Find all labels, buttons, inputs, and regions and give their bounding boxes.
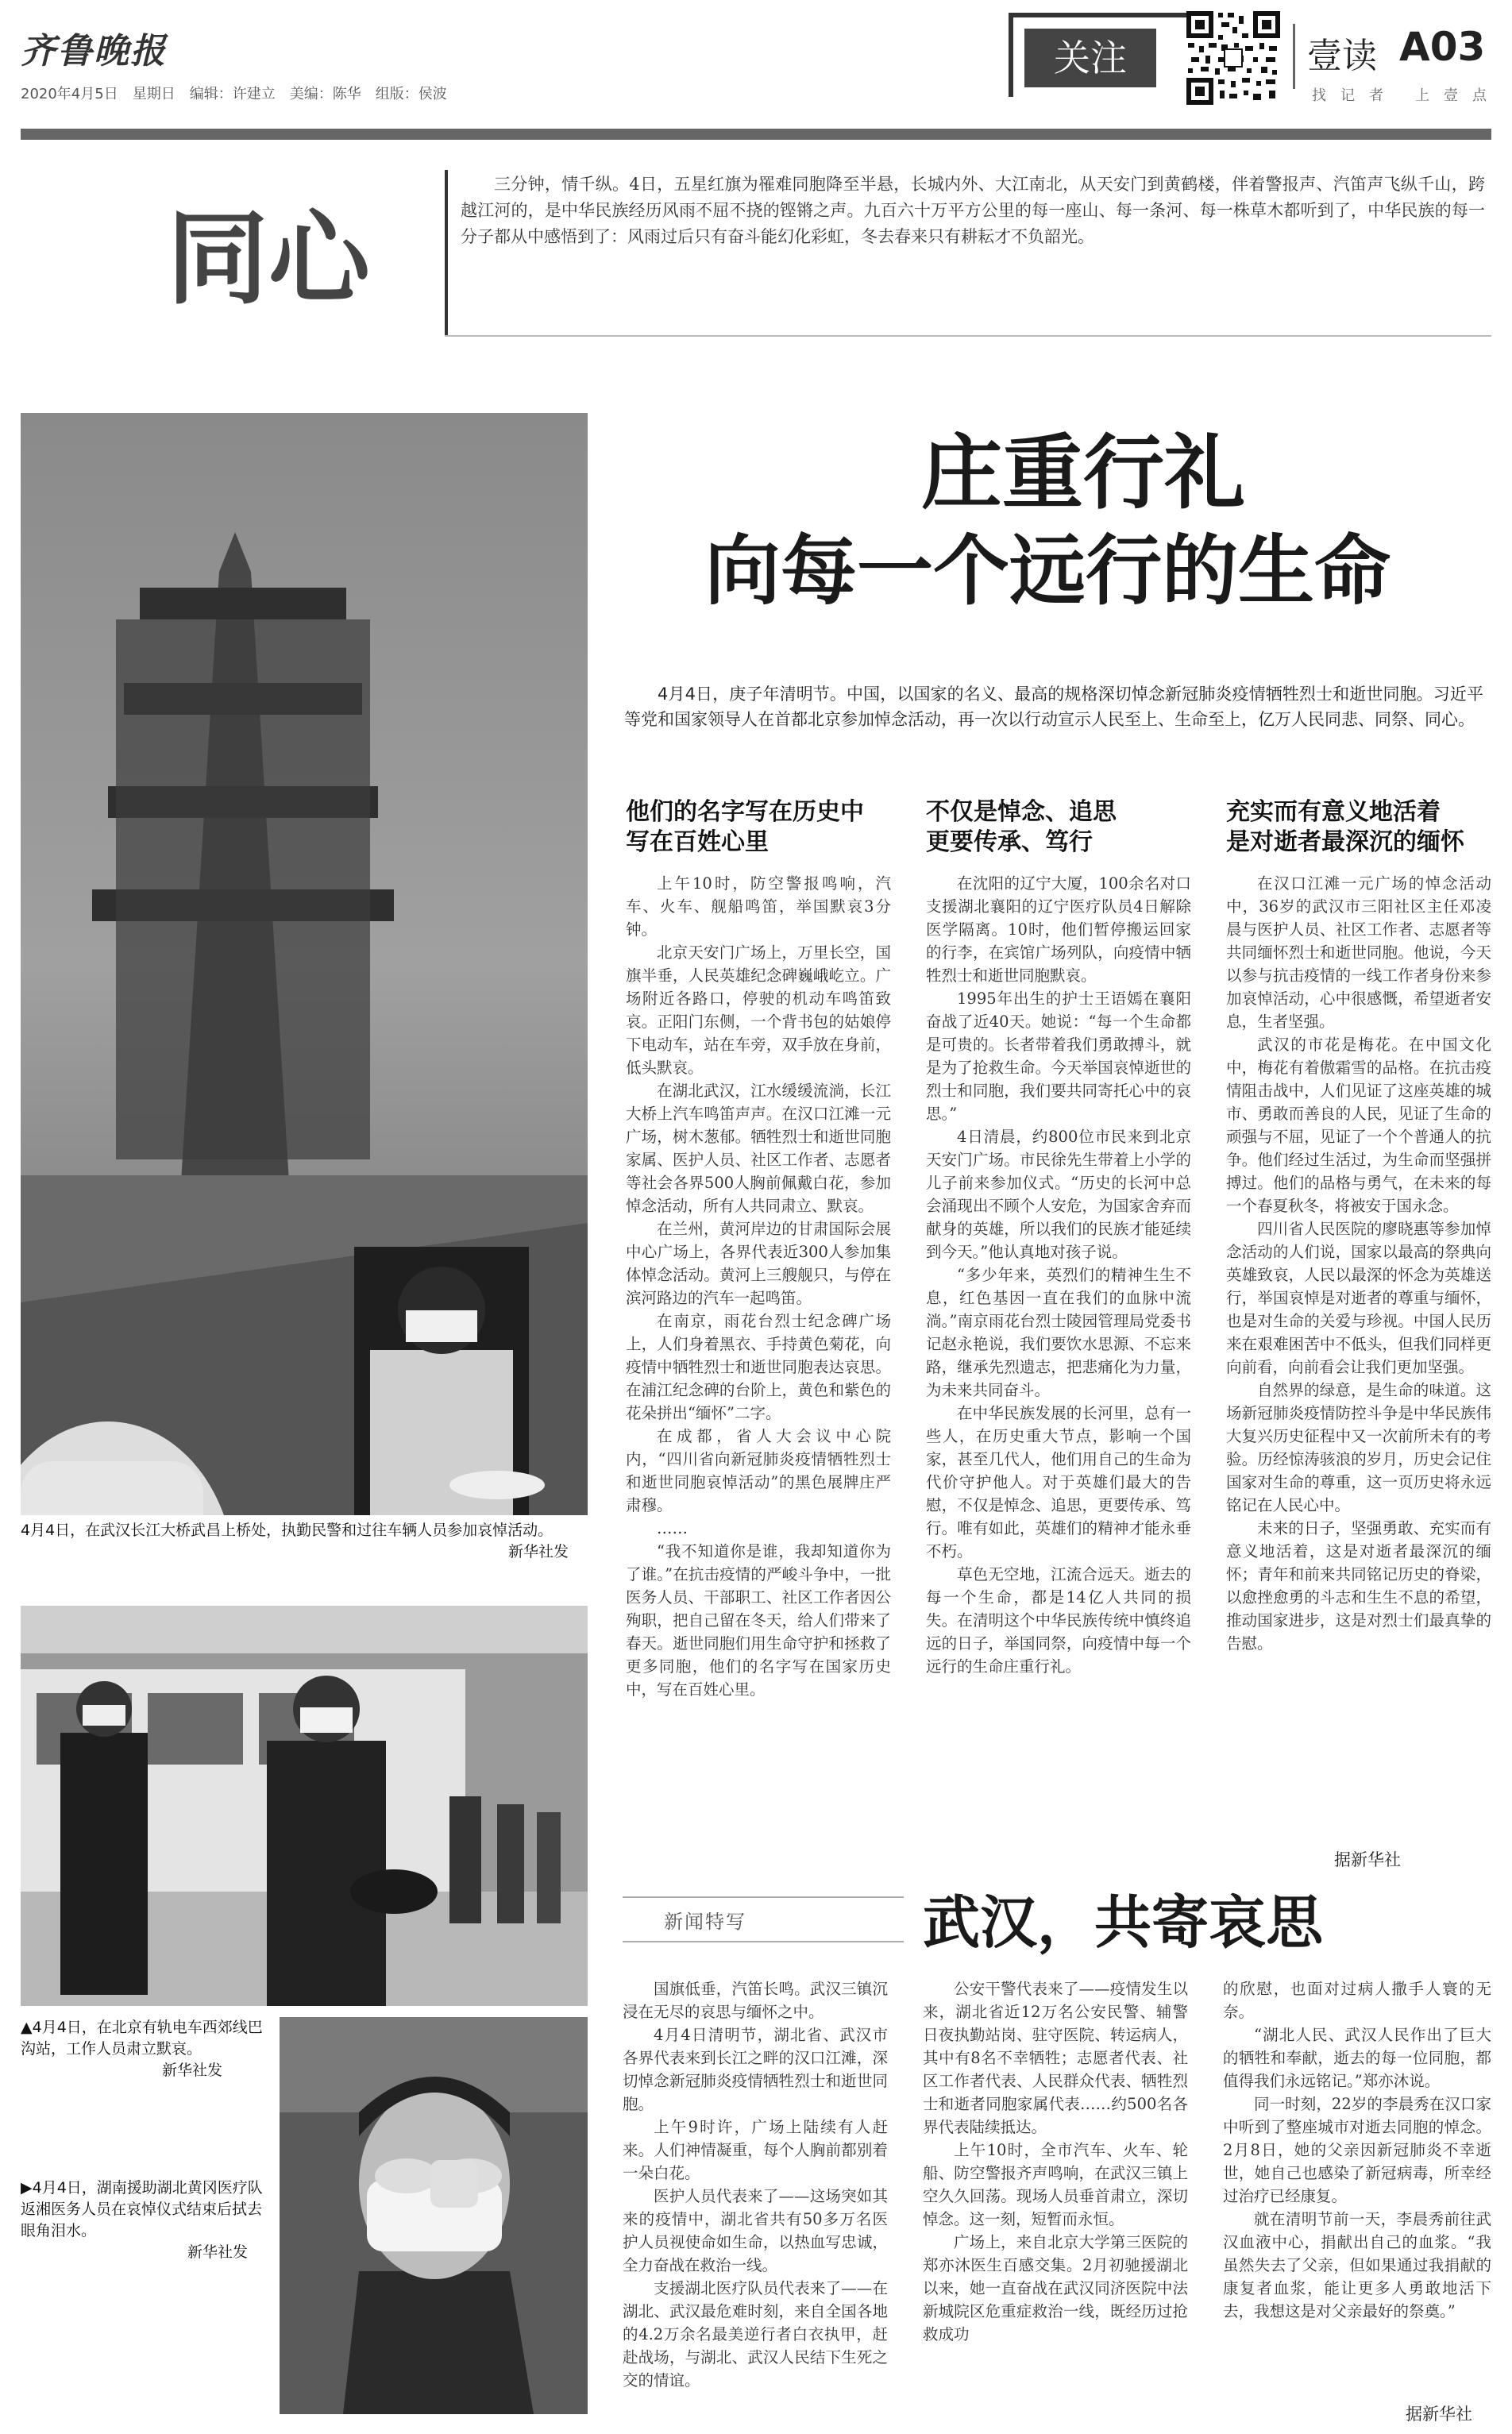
paragraph: 的欣慰，也面对过病人撒手人寰的无奈。 bbox=[1223, 1980, 1491, 2021]
feature-headline: 武汉，共寄哀思 bbox=[923, 1889, 1324, 1956]
col1-subheading bbox=[626, 797, 899, 858]
paragraph: 在沈阳的辽宁大厦，100余名对口支援湖北襄阳的辽宁医疗队员4日解除医学隔离。10时，他们暂停搬运回家的行李，在宾馆广场列队，向疫情中牺牲烈士和逝世同胞默哀。 bbox=[926, 874, 1191, 985]
lead-paragraph: 4月4日，庚子年清明节。中国，以国家的名义、最高的规格深切悼念新冠肺炎疫情牺牲烈士和逝世同胞。习近平等党和国家领导人在首都北京参加悼念活动，再一次以行动宣示人民至上、生命至上，亿万人民同悲、同祭、同心。 bbox=[624, 685, 1483, 729]
banner-text: 三分钟，情千纵。4日，五星红旗为罹难同胞降至半悬，长城内外、大江南北，从天安门到黄鹤楼，伴着警报声、汽笛声飞纵千山，跨越江河的，是中华民族经历风雨不屈不挠的铿锵之声。九百六十万平方公里的每一座山、每一条河、每一株草木都听到了，中华民族的每一分子都从中感悟到了：风雨过后只有奋斗能幻化彩虹，冬去春来只有耕耘才不负韶光。 bbox=[461, 175, 1485, 246]
feature-col3 bbox=[1223, 1977, 1491, 2398]
paragraph: 4月4日清明节，湖北省、武汉市各界代表来到长江之畔的汉口江滩，深切悼念新冠肺炎疫情牺牲烈士和逝世同胞。 bbox=[623, 2026, 888, 2113]
qr-code-icon[interactable] bbox=[1186, 11, 1280, 105]
paragraph: 四川省人民医院的廖晓惠等参加悼念活动的人们说，国家以最高的祭典向英雄致哀，人民以最深的怀念为英雄送行，举国哀悼是对逝者的尊重与缅怀，也是对生命的关爱与珍视。中国人民历来在艰难困苦中不低头，但我们同样更向前看，向前看会让我们更加坚强。 bbox=[1226, 1220, 1491, 1376]
main-headline-line1: 庄重行礼 bbox=[921, 426, 1245, 521]
photo3-caption: ▶4月4日，湖南援助湖北黄冈医疗队返湘医务人员在哀悼仪式结束后拭去眼角泪水。 bbox=[21, 2179, 263, 2239]
paragraph: …… bbox=[657, 1519, 688, 1537]
col3-subheading-line1: 充实而有意义地活着 bbox=[1226, 798, 1441, 826]
col2-subheading bbox=[926, 797, 1199, 858]
col2-subheading-line1: 不仅是悼念、追思 bbox=[926, 798, 1117, 826]
paragraph: 在中华民族发展的长河里，总有一些人，在历史重大节点，影响一个国家，甚至几代人，他们用自己的生命为代价守护他人。对于英雄们最大的告慰，不仅是悼念、追思，更要传承、笃行。唯有如此，英雄们的精神才能永垂不朽。 bbox=[926, 1404, 1191, 1560]
page-number: A03 bbox=[1399, 24, 1486, 70]
main-col2 bbox=[926, 872, 1191, 1906]
paragraph: 在汉口江滩一元广场的悼念活动中，36岁的武汉市三阳社区主任邓凌晨与医护人员、社区工作者、志愿者等共同缅怀烈士和逝世同胞。他说，今天以参与抗击疫情的一线工作者身份来参加哀悼活动，心中很感慨，希望逝者安息，生者坚强。 bbox=[1226, 874, 1491, 1031]
paragraph: 上午9时许，广场上陆续有人赶来。人们神情凝重，每个人胸前都别着一朵白花。 bbox=[623, 2118, 888, 2182]
paragraph: 国旗低垂，汽笛长鸣。武汉三镇沉浸在无尽的哀思与缅怀之中。 bbox=[623, 1980, 888, 2021]
paragraph: 自然界的绿意，是生命的味道。这场新冠肺炎疫情防控斗争是中华民族伟大复兴历史征程中又一次前所未有的考验。历经惊涛骇浪的岁月，历史会记住国家对生命的尊重，这一页历史将永远铭记在人民心中。 bbox=[1226, 1381, 1491, 1514]
paragraph: “多少年来，英烈们的精神生生不息，红色基因一直在我们的血脉中流淌。”南京雨花台烈士陵园管理局党委书记赵永艳说，我们要饮水思源、不忘来路，继承先烈遗志，把悲痛化为力量，为未来共同奋斗。 bbox=[926, 1266, 1191, 1399]
col3-subheading-line2: 是对逝者最深沉的缅怀 bbox=[1226, 828, 1464, 856]
feature-col1 bbox=[623, 1977, 888, 2422]
banner-divider bbox=[445, 170, 448, 337]
paragraph: “我不知道你是谁，我却知道你为了谁。”在抗击疫情的严峻斗争中，一批医务人员、干部职工、社区工作者因公殉职，把自己留在冬天，给人们带来了春天。逝世同胞们用生命守护和拯救了更多同胞，他们的名字写在国家历史中，写在百姓心里。 bbox=[626, 1542, 891, 1699]
photo1-caption: 4月4日，在武汉长江大桥武昌上桥处，执勤民警和过往车辆人员参加哀悼活动。 bbox=[21, 1522, 554, 1539]
feature-tag-rule bbox=[623, 1941, 904, 1942]
main-col1 bbox=[626, 872, 891, 1906]
col2-subheading-line2: 更要传承、笃行 bbox=[926, 828, 1093, 856]
photo-traffic-police bbox=[21, 413, 588, 1515]
paragraph: 1995年出生的护士王语嫣在襄阳奋战了近40天。她说：“每一个生命都是可贵的。长者带着我们勇敢搏斗，就是为了抢救生命。今天举国哀悼逝世的烈士和同胞，我们要共同寄托心中的哀思。” bbox=[926, 989, 1191, 1123]
feature-tag: 新闻特写 bbox=[664, 1911, 746, 1933]
feature-top-rule bbox=[623, 1896, 904, 1898]
paragraph: “湖北人民、武汉人民作出了巨大的牺牲和奉献，逝去的每一位同胞，都值得我们永远铭记。”郑亦沐说。 bbox=[1223, 2026, 1491, 2090]
photo3-credit: 新华社发 bbox=[187, 2243, 249, 2261]
main-col3 bbox=[1226, 872, 1491, 1833]
paragraph: 就在清明节前一天，李晨秀前往武汉血液中心，捐献出自己的血浆。“我虽然失去了父亲，但如果通过我捐献的康复者血浆，能让更多人勇敢地活下去，我想这是对父亲最好的祭奠。” bbox=[1223, 2210, 1491, 2320]
follow-badge[interactable]: 关注 bbox=[1024, 29, 1156, 87]
section-name: 壹读 bbox=[1307, 36, 1377, 76]
photo1-credit: 新华社发 bbox=[508, 1543, 569, 1560]
paragraph: 在湖北武汉，江水缓缓流淌，长江大桥上汽车鸣笛声声。在汉口江滩一元广场，树木葱郁。牺牲烈士和逝世同胞家属、医护人员、社区工作者、志愿者等社会各界500人胸前佩戴白花，参加悼念活动，所有人共同肃立、默哀。 bbox=[626, 1082, 891, 1215]
masthead-divider bbox=[1293, 24, 1295, 89]
paragraph: 在成都，省人大会议中心院内，“四川省向新冠肺炎疫情牺牲烈士和逝世同胞哀悼活动”的黑色展牌庄严肃穆。 bbox=[626, 1427, 891, 1514]
paragraph: 上午10时，全市汽车、火车、轮船、防空警报齐声鸣响，在武汉三镇上空久久回荡。现场人员垂首肃立，深切悼念。这一刻，短暂而永恒。 bbox=[923, 2141, 1188, 2228]
banner-bottom-rule bbox=[445, 335, 1491, 337]
feature-col2 bbox=[923, 1977, 1188, 2422]
newspaper-logo: 齐鲁晚报 bbox=[21, 31, 167, 71]
paragraph: 北京天安门广场上，万里长空，国旗半垂，人民英雄纪念碑巍峨屹立。广场附近各路口，停驶的机动车鸣笛致哀。正阳门东侧，一个背书包的姑娘停下电动车，站在车旁，双手放在身前，低头默哀。 bbox=[626, 943, 891, 1077]
paragraph: 医护人员代表来了——这场突如其来的疫情中，湖北省共有50多万名医护人员视使命如生命，以热血写忠诚，全力奋战在救治一线。 bbox=[623, 2187, 888, 2274]
photo2-credit: 新华社发 bbox=[162, 2062, 223, 2079]
main-article-credit: 据新华社 bbox=[1334, 1850, 1401, 1869]
paragraph: 在南京，雨花台烈士纪念碑广场上，人们身着黑衣、手持黄色菊花，向疫情中牺牲烈士和逝世同胞表达哀思。在浦江纪念碑的台阶上，黄色和紫色的花朵拼出“缅怀”二字。 bbox=[626, 1312, 891, 1422]
paragraph: 草色无空地，江流合远天。逝去的每一个生命，都是14亿人共同的损失。在清明这个中华民族传统中慎终追远的日子，举国同祭，向疫情中每一个远行的生命庄重行礼。 bbox=[926, 1565, 1191, 1676]
paragraph: 武汉的市花是梅花。在中国文化中，梅花有着傲霜雪的品格。在抗击疫情阻击战中，人们见证了这座英雄的城市、勇敢而善良的人民，见证了生命的顽强与不屈，见证了一个个普通人的抗争。他们经过生活过，为生命而坚强拼搏过。他们的品格与勇气，在未来的每一个春夏秋冬，将被安于国永念。 bbox=[1226, 1036, 1491, 1215]
photo2-caption: ▲4月4日，在北京有轨电车西郊线巴沟站，工作人员肃立默哀。 bbox=[21, 2019, 263, 2058]
masthead bbox=[0, 0, 1512, 143]
paragraph: 广场上，来自北京大学第三医院的郑亦沐医生百感交集。2月初驰援湖北以来，她一直奋战在武汉同济医院中法新城院区危重症救治一线，既经历过抢救成功 bbox=[923, 2233, 1188, 2343]
paragraph: 支援湖北医疗队员代表来了——在湖北、武汉最危难时刻，来自全国各地的4.2万余名最美逆行者白衣执甲，赶赴战场，与湖北、武汉人民结下生死之交的情谊。 bbox=[623, 2279, 888, 2390]
col3-subheading bbox=[1226, 797, 1499, 858]
paragraph: 同一时刻，22岁的李晨秀在汉口家中听到了整座城市对逝去同胞的悼念。2月8日，她的父亲因新冠肺炎不幸逝世，她自己也感染了新冠病毒，所幸经过治疗已经康复。 bbox=[1223, 2095, 1491, 2205]
banner-title: 同心 bbox=[167, 200, 371, 318]
dateline: 2020年4月5日 星期日 编辑：许建立 美编：陈华 组版：侯波 bbox=[21, 86, 447, 102]
feature-credit: 据新华社 bbox=[1406, 2405, 1472, 2424]
top-rule bbox=[21, 129, 1491, 140]
paragraph: 公安干警代表来了——疫情发生以来，湖北省近12万名公安民警、辅警日夜执勤站岗、驻守医院、转运病人，其中有8名不幸牺牲；志愿者代表、社区工作者代表、人民群众代表、牺牲烈士和逝者同胞家属代表……约500名各界代表陆续抵达。 bbox=[923, 1980, 1188, 2136]
paragraph: 上午10时，防空警报鸣响，汽车、火车、舰船鸣笛，举国默哀3分钟。 bbox=[626, 874, 891, 939]
paragraph: 4日清晨，约800位市民来到北京天安门广场。市民徐先生带着上小学的儿子前来参加仪式。“历史的长河中总会涌现出不顾个人安危，为国家舍弃而献身的英雄，所以我们的民族才能延续到今天。”他认真地对孩子说。 bbox=[926, 1128, 1191, 1261]
slogan-right: 上 壹 点 bbox=[1415, 87, 1487, 104]
col1-subheading-line2: 写在百姓心里 bbox=[626, 828, 769, 856]
main-headline-line2: 向每一个远行的生命 bbox=[704, 527, 1390, 615]
col1-subheading-line1: 他们的名字写在历史中 bbox=[626, 798, 864, 826]
photo-medical-worker bbox=[280, 2017, 588, 2414]
paragraph: 未来的日子，坚强勇敢、充实而有意义地活着，这是对逝者最深沉的缅怀；青年和前来共同铭记历史的脊梁，以愈挫愈勇的斗志和生生不息的希望，推动国家进步，这是对烈士们最真挚的告慰。 bbox=[1226, 1519, 1491, 1653]
photo-tram-station bbox=[21, 1606, 588, 2006]
paragraph: 在兰州，黄河岸边的甘肃国际会展中心广场上，各界代表近300人参加集体悼念活动。黄河上三艘舰只，与停在滨河路边的汽车一起鸣笛。 bbox=[626, 1220, 891, 1307]
slogan-left: 找 记 者 bbox=[1312, 87, 1383, 104]
